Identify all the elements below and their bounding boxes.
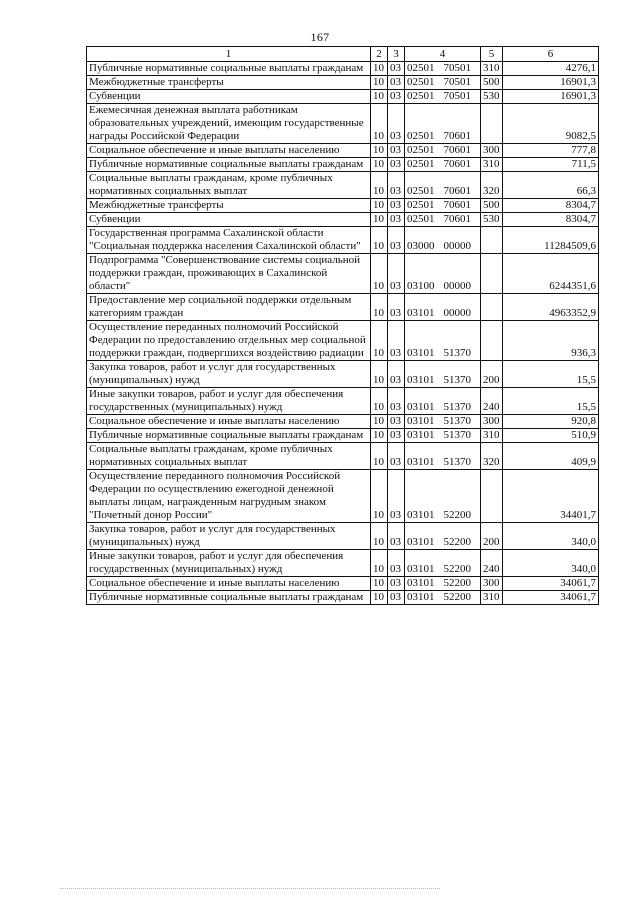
table-row	[87, 144, 599, 158]
target-article-part-1: 03100	[407, 280, 435, 292]
row-target-article	[405, 361, 481, 388]
row-amount: 6244351,6	[503, 254, 599, 294]
row-section: 10	[371, 62, 388, 76]
row-expense-type	[481, 294, 503, 321]
table-row	[87, 294, 599, 321]
target-article-part-2: 51370	[443, 456, 471, 468]
row-target-article	[405, 591, 481, 605]
row-section: 10	[371, 591, 388, 605]
row-expense-type	[481, 227, 503, 254]
target-article-part-2: 70501	[443, 90, 471, 102]
row-section: 10	[371, 144, 388, 158]
row-subsection: 03	[388, 227, 405, 254]
row-subsection: 03	[388, 90, 405, 104]
target-article-part-2: 51370	[443, 415, 471, 427]
table-row	[87, 591, 599, 605]
table-row	[87, 443, 599, 470]
row-amount: 16901,3	[503, 76, 599, 90]
row-section: 10	[371, 294, 388, 321]
table-row	[87, 523, 599, 550]
target-article-part-2: 00000	[443, 240, 471, 252]
table-row	[87, 577, 599, 591]
row-section: 10	[371, 577, 388, 591]
row-amount: 936,3	[503, 321, 599, 361]
row-expense-type	[481, 321, 503, 361]
table-row	[87, 227, 599, 254]
row-target-article	[405, 144, 481, 158]
row-amount: 34061,7	[503, 577, 599, 591]
row-expense-type: 200	[481, 523, 503, 550]
target-article-part-2: 00000	[443, 307, 471, 319]
table-row	[87, 213, 599, 227]
target-article-part-1: 02501	[407, 213, 435, 225]
row-name: Закупка товаров, работ и услуг для государственных (муниципальных) нужд	[87, 523, 371, 550]
column-header-target-article: 4	[405, 47, 481, 62]
target-article-part-2: 70501	[443, 62, 471, 74]
table-row	[87, 429, 599, 443]
row-target-article	[405, 158, 481, 172]
row-subsection: 03	[388, 388, 405, 415]
target-article-part-2: 51370	[443, 401, 471, 413]
row-name: Иные закупки товаров, работ и услуг для обеспечения государственных (муниципальных) нужд	[87, 388, 371, 415]
row-amount: 777,8	[503, 144, 599, 158]
row-amount: 510,9	[503, 429, 599, 443]
table-row	[87, 199, 599, 213]
row-subsection: 03	[388, 144, 405, 158]
table-row	[87, 415, 599, 429]
row-name: Подпрограмма "Совершенствование системы социальной поддержки граждан, проживающих в Сахалинской области"	[87, 254, 371, 294]
table-row	[87, 104, 599, 144]
row-name: Публичные нормативные социальные выплаты гражданам	[87, 591, 371, 605]
target-article-part-2: 70601	[443, 144, 471, 156]
row-section: 10	[371, 227, 388, 254]
row-target-article	[405, 443, 481, 470]
row-subsection: 03	[388, 443, 405, 470]
row-amount: 920,8	[503, 415, 599, 429]
row-expense-type: 320	[481, 443, 503, 470]
column-header-subsection: 3	[388, 47, 405, 62]
target-article-part-1: 03101	[407, 307, 435, 319]
row-name: Социальные выплаты гражданам, кроме публичных нормативных социальных выплат	[87, 443, 371, 470]
row-expense-type	[481, 470, 503, 523]
target-article-part-1: 02501	[407, 158, 435, 170]
row-name: Субвенции	[87, 213, 371, 227]
row-subsection: 03	[388, 591, 405, 605]
row-target-article	[405, 321, 481, 361]
row-expense-type: 300	[481, 144, 503, 158]
row-amount: 340,0	[503, 550, 599, 577]
row-expense-type: 320	[481, 172, 503, 199]
row-subsection: 03	[388, 254, 405, 294]
row-expense-type: 310	[481, 591, 503, 605]
row-name: Субвенции	[87, 90, 371, 104]
row-amount: 340,0	[503, 523, 599, 550]
scan-artifact	[60, 888, 440, 891]
table-header	[87, 47, 599, 62]
target-article-part-1: 02501	[407, 144, 435, 156]
table-row	[87, 550, 599, 577]
row-amount: 409,9	[503, 443, 599, 470]
row-target-article	[405, 90, 481, 104]
row-amount: 34061,7	[503, 591, 599, 605]
table-row	[87, 62, 599, 76]
row-name: Ежемесячная денежная выплата работникам образовательных учреждений, имеющим государственные награды Российской Федерации	[87, 104, 371, 144]
target-article-part-2: 52200	[443, 563, 471, 575]
row-name: Государственная программа Сахалинской области "Социальная поддержка населения Сахалинской области"	[87, 227, 371, 254]
target-article-part-1: 02501	[407, 90, 435, 102]
row-expense-type	[481, 254, 503, 294]
row-subsection: 03	[388, 415, 405, 429]
row-section: 10	[371, 523, 388, 550]
target-article-part-1: 03000	[407, 240, 435, 252]
target-article-part-2: 70601	[443, 213, 471, 225]
target-article-part-2: 70601	[443, 158, 471, 170]
row-section: 10	[371, 443, 388, 470]
row-target-article	[405, 76, 481, 90]
row-expense-type: 240	[481, 388, 503, 415]
table-row	[87, 90, 599, 104]
target-article-part-2: 70501	[443, 76, 471, 88]
row-expense-type: 500	[481, 199, 503, 213]
row-name: Публичные нормативные социальные выплаты гражданам	[87, 62, 371, 76]
row-subsection: 03	[388, 172, 405, 199]
row-target-article	[405, 227, 481, 254]
row-name: Межбюджетные трансферты	[87, 76, 371, 90]
target-article-part-2: 51370	[443, 374, 471, 386]
target-article-part-1: 02501	[407, 76, 435, 88]
table-body	[87, 62, 599, 605]
row-expense-type: 200	[481, 361, 503, 388]
target-article-part-1: 03101	[407, 536, 435, 548]
row-target-article	[405, 388, 481, 415]
row-amount: 4963352,9	[503, 294, 599, 321]
row-expense-type	[481, 104, 503, 144]
row-expense-type: 240	[481, 550, 503, 577]
table-row	[87, 470, 599, 523]
target-article-part-1: 02501	[407, 199, 435, 211]
row-target-article	[405, 172, 481, 199]
row-section: 10	[371, 104, 388, 144]
target-article-part-2: 52200	[443, 536, 471, 548]
table-row	[87, 254, 599, 294]
target-article-part-2: 00000	[443, 280, 471, 292]
row-section: 10	[371, 321, 388, 361]
target-article-part-2: 51370	[443, 347, 471, 359]
row-section: 10	[371, 213, 388, 227]
target-article-part-1: 02501	[407, 62, 435, 74]
target-article-part-1: 03101	[407, 591, 435, 603]
row-section: 10	[371, 254, 388, 294]
row-target-article	[405, 550, 481, 577]
target-article-part-1: 02501	[407, 130, 435, 142]
row-amount: 8304,7	[503, 199, 599, 213]
row-section: 10	[371, 199, 388, 213]
target-article-part-1: 03101	[407, 401, 435, 413]
column-header-section: 2	[371, 47, 388, 62]
row-name: Межбюджетные трансферты	[87, 199, 371, 213]
budget-table	[86, 46, 599, 605]
row-section: 10	[371, 415, 388, 429]
row-amount: 66,3	[503, 172, 599, 199]
row-target-article	[405, 294, 481, 321]
target-article-part-2: 70601	[443, 130, 471, 142]
target-article-part-2: 52200	[443, 509, 471, 521]
row-amount: 711,5	[503, 158, 599, 172]
target-article-part-1: 03101	[407, 374, 435, 386]
target-article-part-2: 70601	[443, 185, 471, 197]
row-name: Социальное обеспечение и иные выплаты населению	[87, 577, 371, 591]
target-article-part-1: 03101	[407, 577, 435, 589]
column-header-expense-type: 5	[481, 47, 503, 62]
row-subsection: 03	[388, 429, 405, 443]
row-expense-type: 310	[481, 429, 503, 443]
column-header-name: 1	[87, 47, 371, 62]
row-subsection: 03	[388, 158, 405, 172]
row-subsection: 03	[388, 577, 405, 591]
row-expense-type: 530	[481, 213, 503, 227]
row-section: 10	[371, 76, 388, 90]
target-article-part-1: 03101	[407, 563, 435, 575]
row-subsection: 03	[388, 294, 405, 321]
row-target-article	[405, 199, 481, 213]
row-section: 10	[371, 361, 388, 388]
target-article-part-1: 03101	[407, 347, 435, 359]
row-section: 10	[371, 429, 388, 443]
row-name: Иные закупки товаров, работ и услуг для обеспечения государственных (муниципальных) нужд	[87, 550, 371, 577]
row-amount: 15,5	[503, 388, 599, 415]
row-section: 10	[371, 172, 388, 199]
column-header-amount: 6	[503, 47, 599, 62]
row-target-article	[405, 429, 481, 443]
row-target-article	[405, 254, 481, 294]
table-row	[87, 172, 599, 199]
row-section: 10	[371, 90, 388, 104]
row-amount: 11284509,6	[503, 227, 599, 254]
row-name: Предоставление мер социальной поддержки отдельным категориям граждан	[87, 294, 371, 321]
row-subsection: 03	[388, 321, 405, 361]
row-subsection: 03	[388, 550, 405, 577]
row-name: Социальное обеспечение и иные выплаты населению	[87, 144, 371, 158]
row-subsection: 03	[388, 470, 405, 523]
target-article-part-1: 03101	[407, 429, 435, 441]
row-name: Закупка товаров, работ и услуг для государственных (муниципальных) нужд	[87, 361, 371, 388]
row-amount: 15,5	[503, 361, 599, 388]
target-article-part-2: 52200	[443, 577, 471, 589]
row-target-article	[405, 577, 481, 591]
row-amount: 8304,7	[503, 213, 599, 227]
row-subsection: 03	[388, 199, 405, 213]
row-name: Социальные выплаты гражданам, кроме публичных нормативных социальных выплат	[87, 172, 371, 199]
target-article-part-1: 03101	[407, 456, 435, 468]
row-section: 10	[371, 158, 388, 172]
row-name: Осуществление переданных полномочий Российской Федерации по предоставлению отдельных мер социальной поддержки граждан, подвергшихся воздействию радиации	[87, 321, 371, 361]
row-expense-type: 300	[481, 577, 503, 591]
target-article-part-2: 52200	[443, 591, 471, 603]
row-section: 10	[371, 470, 388, 523]
table-row	[87, 361, 599, 388]
target-article-part-1: 02501	[407, 185, 435, 197]
table-row	[87, 388, 599, 415]
row-expense-type: 530	[481, 90, 503, 104]
row-expense-type: 300	[481, 415, 503, 429]
row-target-article	[405, 523, 481, 550]
row-target-article	[405, 104, 481, 144]
target-article-part-2: 51370	[443, 429, 471, 441]
row-target-article	[405, 415, 481, 429]
row-expense-type: 500	[481, 76, 503, 90]
table-row	[87, 321, 599, 361]
target-article-part-2: 70601	[443, 199, 471, 211]
row-amount: 34401,7	[503, 470, 599, 523]
row-subsection: 03	[388, 361, 405, 388]
row-section: 10	[371, 550, 388, 577]
target-article-part-1: 03101	[407, 509, 435, 521]
row-name: Публичные нормативные социальные выплаты гражданам	[87, 158, 371, 172]
row-target-article	[405, 213, 481, 227]
page-number: 167	[310, 30, 330, 44]
target-article-part-1: 03101	[407, 415, 435, 427]
row-subsection: 03	[388, 523, 405, 550]
row-name: Публичные нормативные социальные выплаты гражданам	[87, 429, 371, 443]
row-target-article	[405, 62, 481, 76]
row-name: Осуществление переданного полномочия Российской Федерации по осуществлению ежегодной денежной выплаты лицам, награжденным нагрудным знаком "Почетный донор России"	[87, 470, 371, 523]
row-subsection: 03	[388, 62, 405, 76]
row-amount: 9082,5	[503, 104, 599, 144]
row-subsection: 03	[388, 213, 405, 227]
row-target-article	[405, 470, 481, 523]
row-amount: 4276,1	[503, 62, 599, 76]
row-section: 10	[371, 388, 388, 415]
table-row	[87, 76, 599, 90]
row-name: Социальное обеспечение и иные выплаты населению	[87, 415, 371, 429]
row-amount: 16901,3	[503, 90, 599, 104]
row-expense-type: 310	[481, 158, 503, 172]
row-subsection: 03	[388, 104, 405, 144]
header-row	[87, 47, 599, 62]
table-row	[87, 158, 599, 172]
row-expense-type: 310	[481, 62, 503, 76]
row-subsection: 03	[388, 76, 405, 90]
